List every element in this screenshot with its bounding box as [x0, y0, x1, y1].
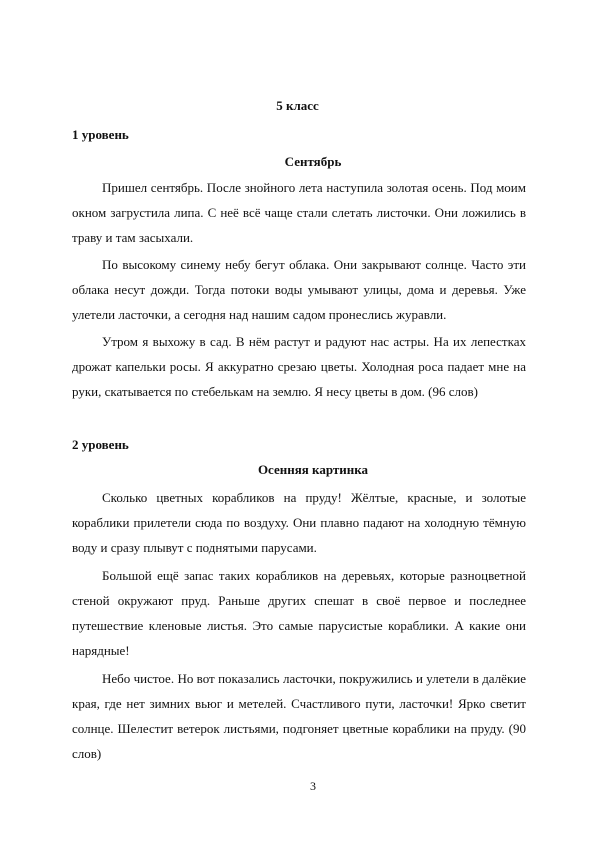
- paragraph: Утром я выхожу в сад. В нём растут и радуют нас астры. На их лепестках дрожат капельки росы. Я аккуратно срезаю цветы. Холодная роса падает мне на руки, скатывается по стебелькам на землю. Я несу цветы в дом. (96 слов): [72, 334, 526, 399]
- paragraph: Сколько цветных корабликов на пруду! Жёлтые, красные, и золотые кораблики прилетели сюда по воздуху. Они плавно падают на холодную тёмную воду и сразу плывут с поднятыми парусами.: [72, 490, 526, 555]
- page-number: 3: [310, 779, 316, 793]
- level-1-heading: 1 уровень: [72, 127, 129, 142]
- story-title-autumn-picture: Осенняя картинка: [257, 462, 369, 477]
- paragraph: Большой ещё запас таких корабликов на деревьях, которые разноцветной стеной окружают пруд. Раньше других спешат в своё первое и последнее путешествие кленовые листья. Это самые парусистые кораблики. А какие они нарядные!: [72, 568, 526, 658]
- paragraph: По высокому синему небу бегут облака. Они закрывают солнце. Часто эти облака несут дожди. Тогда потоки воды умывают улицы, дома и деревья. Уже улетели ласточки, а сегодня над нашим садом пронеслись журавли.: [72, 257, 526, 322]
- level-2-heading: 2 уровень: [72, 437, 129, 452]
- grade-heading: 5 класс: [276, 98, 319, 113]
- paragraph: Пришел сентябрь. После знойного лета наступила золотая осень. Под моим окном загрустила липа. С неё всё чаще стали слетать листочки. Они ложились в траву и там засыхали.: [72, 180, 526, 245]
- paragraph: Небо чистое. Но вот показались ласточки, покружились и улетели в далёкие края, где нет зимних вьюг и метелей. Счастливого пути, ласточки! Ярко светит солнце. Шелестит ветерок листьями, подгоняет цветные кораблики на пруду. (90 слов): [72, 671, 526, 761]
- story-title-september: Сентябрь: [284, 154, 342, 169]
